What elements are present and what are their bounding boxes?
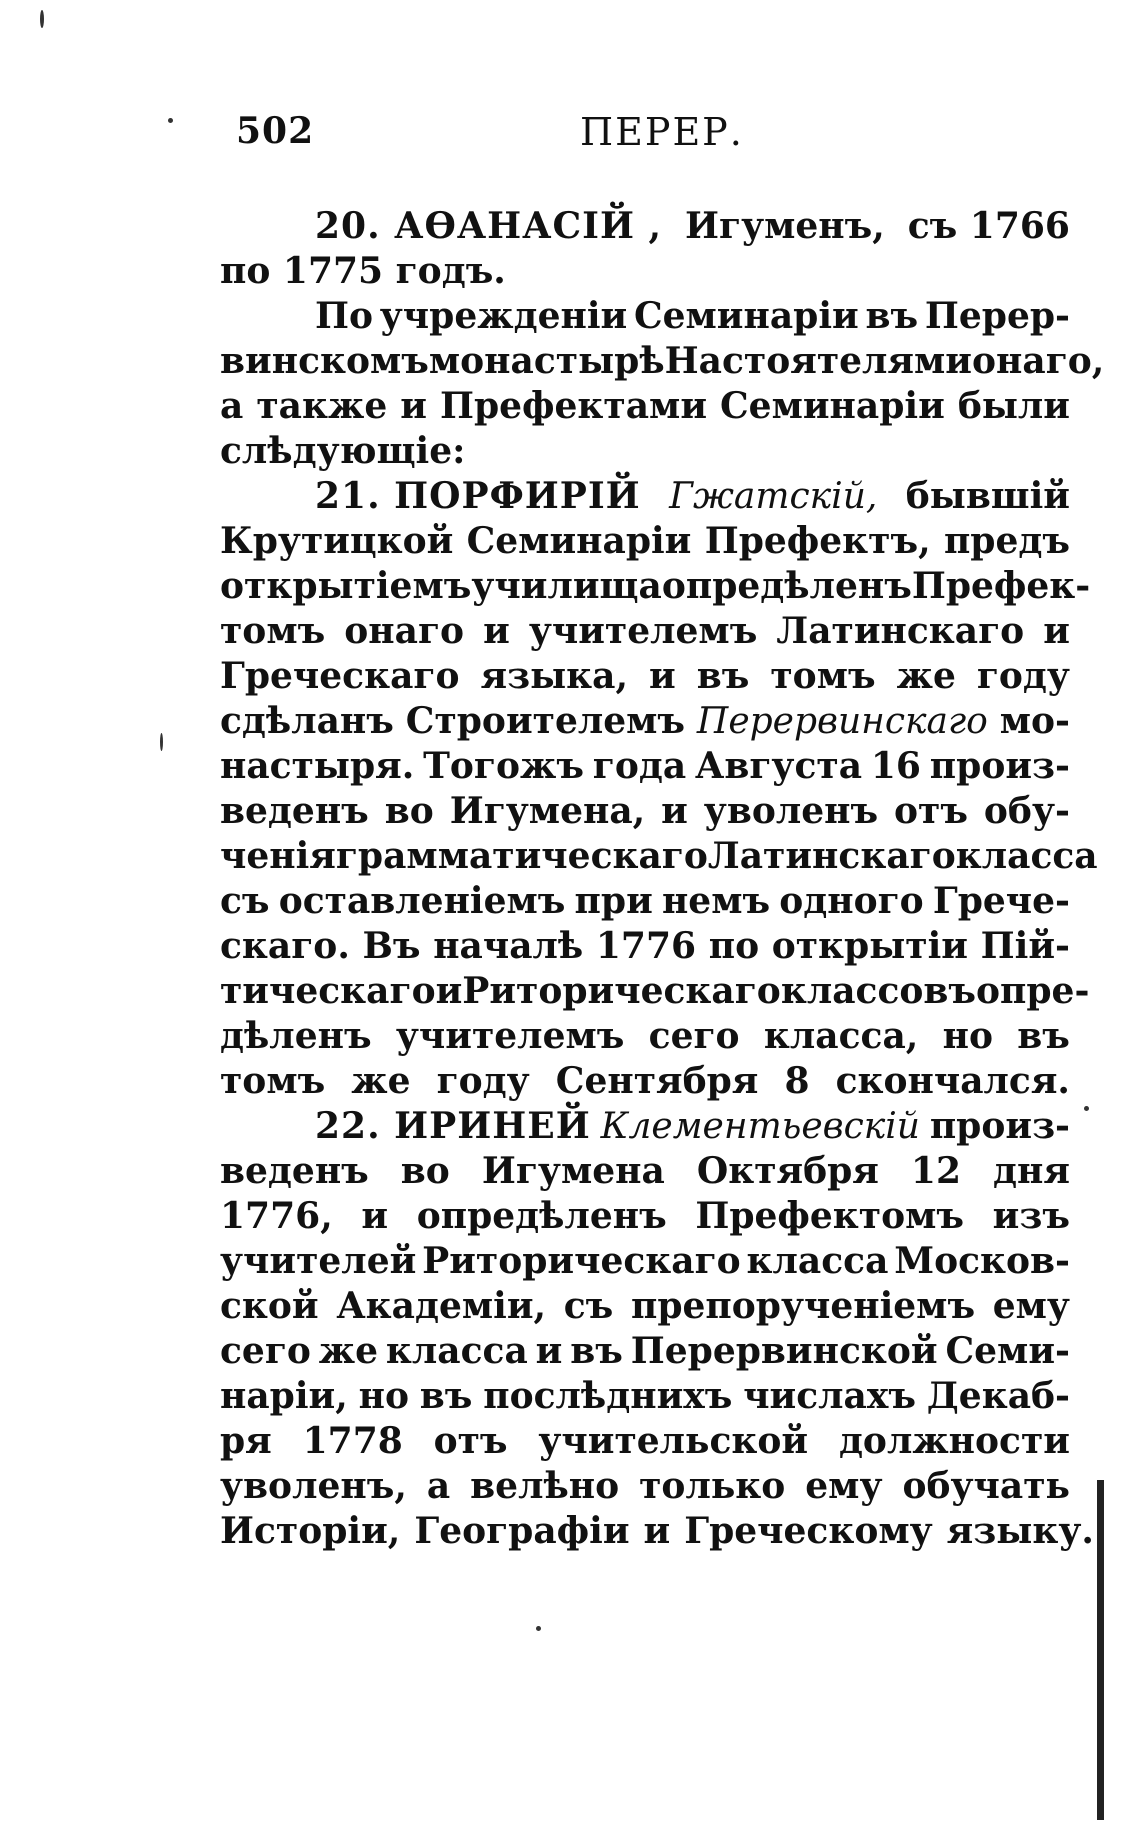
word: съ [563,1285,614,1327]
word: обу- [983,790,1070,832]
text-line [220,745,1070,790]
word: а [426,1465,451,1507]
word: томъ [220,1060,326,1102]
word: же [351,1060,411,1102]
word: и [1043,610,1070,652]
text-line [220,1015,1070,1060]
word: Академіи, [336,1285,547,1327]
text-line [220,1240,1070,1285]
word: слѣдующіе: [220,430,466,472]
word: дѣленъ [220,1015,372,1057]
word: веденъ [220,790,369,832]
word: 22. ИРИНЕЙ [315,1105,591,1147]
word: учителей [220,1240,417,1282]
word: Гжатскій, [669,476,878,517]
word: съ [220,880,270,922]
text-line [220,700,1070,745]
text-line [220,565,1091,610]
word: предъ [943,520,1070,562]
text-line [220,340,1105,385]
scan-speck [40,10,44,28]
word: 1776 [595,925,697,967]
word: велѣно [470,1465,620,1507]
word: скаго. [220,925,350,967]
word: въ [1017,1015,1070,1057]
word: класса [955,835,1098,877]
word: открытіемъ [220,565,472,607]
word: а [220,385,244,427]
word: Сентября [555,1060,759,1102]
word: и [535,1330,563,1372]
word: Тогожъ [423,745,584,787]
scan-speck [160,733,163,751]
word: веденъ [220,1150,369,1192]
text-line [220,880,1070,925]
word: Пій- [980,925,1070,967]
word: Латинскаго [776,610,1025,652]
word: и [649,655,676,697]
word: при [574,880,653,922]
word: же [896,655,956,697]
word: 1778 [302,1420,403,1462]
word: 21. ПОРФИРІЙ [315,475,641,517]
running-head: ПЕРЕР. [580,110,744,154]
word: Октября [696,1150,879,1192]
word: во [400,1150,450,1192]
word: ря [220,1420,272,1462]
text-line [220,1150,1070,1195]
word: Географіи [414,1510,630,1552]
word: послѣднихъ [483,1375,733,1417]
word: и [483,610,510,652]
text-line [220,655,1070,700]
word: Префек- [911,565,1091,607]
word: и [400,385,427,427]
word: Риторическаго [462,970,781,1012]
word: Грече- [932,880,1070,922]
word: 12 [910,1150,962,1192]
word: ему [805,1465,883,1507]
word: Игумена [481,1150,665,1192]
text-line [220,520,1070,565]
page-header [236,110,1066,170]
word: онаго, [972,340,1105,382]
word: Перервинскаго [696,701,988,742]
word: и [361,1195,389,1237]
word: Августа [695,745,863,787]
text-line [220,970,1090,1015]
word: Префектъ, [704,520,931,562]
word: томъ [220,610,326,652]
word: года [592,745,687,787]
word: Греческому [684,1510,933,1552]
word: но [942,1015,993,1057]
word: уволенъ, [220,1465,407,1507]
word: Крутицкой [220,520,454,562]
word: по [708,925,760,967]
word: учителемъ [395,1015,625,1057]
word: томъ [770,655,876,697]
word: По [315,295,374,337]
text-line [220,295,1070,340]
text-line [220,1105,1070,1150]
word: въ [570,1330,623,1372]
word: только [639,1465,786,1507]
word: по 1775 годъ. [220,250,506,292]
word: Исторіи, [220,1510,401,1552]
word: ской [220,1285,319,1327]
word: должности [838,1420,1070,1462]
word: и [661,790,688,832]
word: Семинаріи [633,295,859,337]
word: монастырѣ [428,340,665,382]
word: Москов- [894,1240,1070,1282]
word: 1776, [220,1195,333,1237]
word: Перер- [924,295,1070,337]
margin-rule [1097,1480,1104,1820]
word: произ- [929,1105,1070,1147]
word: Игуменъ, [685,205,885,247]
scan-speck [1084,1106,1089,1111]
text-line [220,1060,1070,1105]
word: 20. АѲАНАСІЙ , [315,205,663,247]
word: уволенъ [703,790,879,832]
word: учительской [538,1420,809,1462]
word: учрежденіи [379,295,628,337]
word: языку. [946,1510,1094,1552]
word: винскомъ [220,340,429,382]
word: классовъ [780,970,977,1012]
word: Семинаріи [720,385,945,427]
word: и [435,970,463,1012]
word: Клементьевскій [600,1106,920,1147]
word: были [957,385,1070,427]
word: класса [385,1330,528,1372]
word: Настоятелями [664,340,972,382]
word: опре- [976,970,1090,1012]
text-line [220,475,1070,520]
word: Игумена, [449,790,646,832]
word: Префектами [439,385,708,427]
word: языка, [480,655,629,697]
text-line [220,790,1070,835]
word: Латинскаго [707,835,956,877]
word: году [976,655,1070,697]
word: Строителемъ [405,700,686,742]
word: ему [992,1285,1070,1327]
word: изъ [992,1195,1070,1237]
word: въ [419,1375,473,1417]
scan-speck [536,1626,541,1631]
text-line [220,835,1098,880]
word: онаго [344,610,465,652]
word: Греческаго [220,655,460,697]
word: 16 [870,745,921,787]
word: класса [746,1240,889,1282]
word: же [318,1330,379,1372]
text-line [220,1510,1094,1555]
word: бывшій [905,475,1070,517]
word: сего [648,1015,740,1057]
word: произ- [929,745,1070,787]
text-line [220,430,1070,475]
word: числахъ [743,1375,916,1417]
word: наріи, [220,1375,348,1417]
page-number: 502 [236,110,315,152]
word: класса, [763,1015,919,1057]
word: препорученіемъ [630,1285,976,1327]
text-line [220,385,1070,430]
text-line [220,1285,1070,1330]
word: Декаб- [926,1375,1070,1417]
scan-speck [168,118,173,123]
word: 8 [784,1060,810,1102]
word: сего [220,1330,311,1372]
word: сдѣланъ [220,700,394,742]
word: Перервинской [630,1330,938,1372]
word: въ [696,655,750,697]
text-line [220,1195,1070,1240]
word: Риторическаго [422,1240,741,1282]
word: отъ [433,1420,508,1462]
word: оставленіемъ [278,880,566,922]
word: скончался. [835,1060,1070,1102]
text-line [220,1330,1070,1375]
text-line [220,1420,1070,1465]
word: въ [865,295,919,337]
word: опредѣленъ [661,565,912,607]
word: съ 1766 [907,205,1070,247]
word: началѣ [433,925,584,967]
word: опредѣленъ [416,1195,667,1237]
word: отъ [894,790,968,832]
word: также [256,385,388,427]
body-text [220,205,1105,1555]
word: учителемъ [528,610,758,652]
word: училища [471,565,662,607]
word: но [358,1375,409,1417]
word: грамматическаго [335,835,708,877]
word: Семи- [945,1330,1070,1372]
text-line [220,250,1070,295]
word: открытіи [771,925,968,967]
word: и [643,1510,671,1552]
word: настыря. [220,745,415,787]
text-line [220,1375,1070,1420]
text-line [220,1465,1070,1510]
text-line [220,925,1070,970]
word: мо- [999,700,1070,742]
word: тическаго [220,970,436,1012]
word: году [436,1060,530,1102]
word: дня [993,1150,1070,1192]
text-line [220,205,1070,250]
word: во [384,790,434,832]
word: одного [779,880,924,922]
word: Въ [362,925,421,967]
word: обучать [902,1465,1070,1507]
word: Префектомъ [695,1195,965,1237]
text-line [220,610,1070,655]
word: ченія [220,835,336,877]
word: немъ [661,880,771,922]
word: Семинаріи [466,520,692,562]
